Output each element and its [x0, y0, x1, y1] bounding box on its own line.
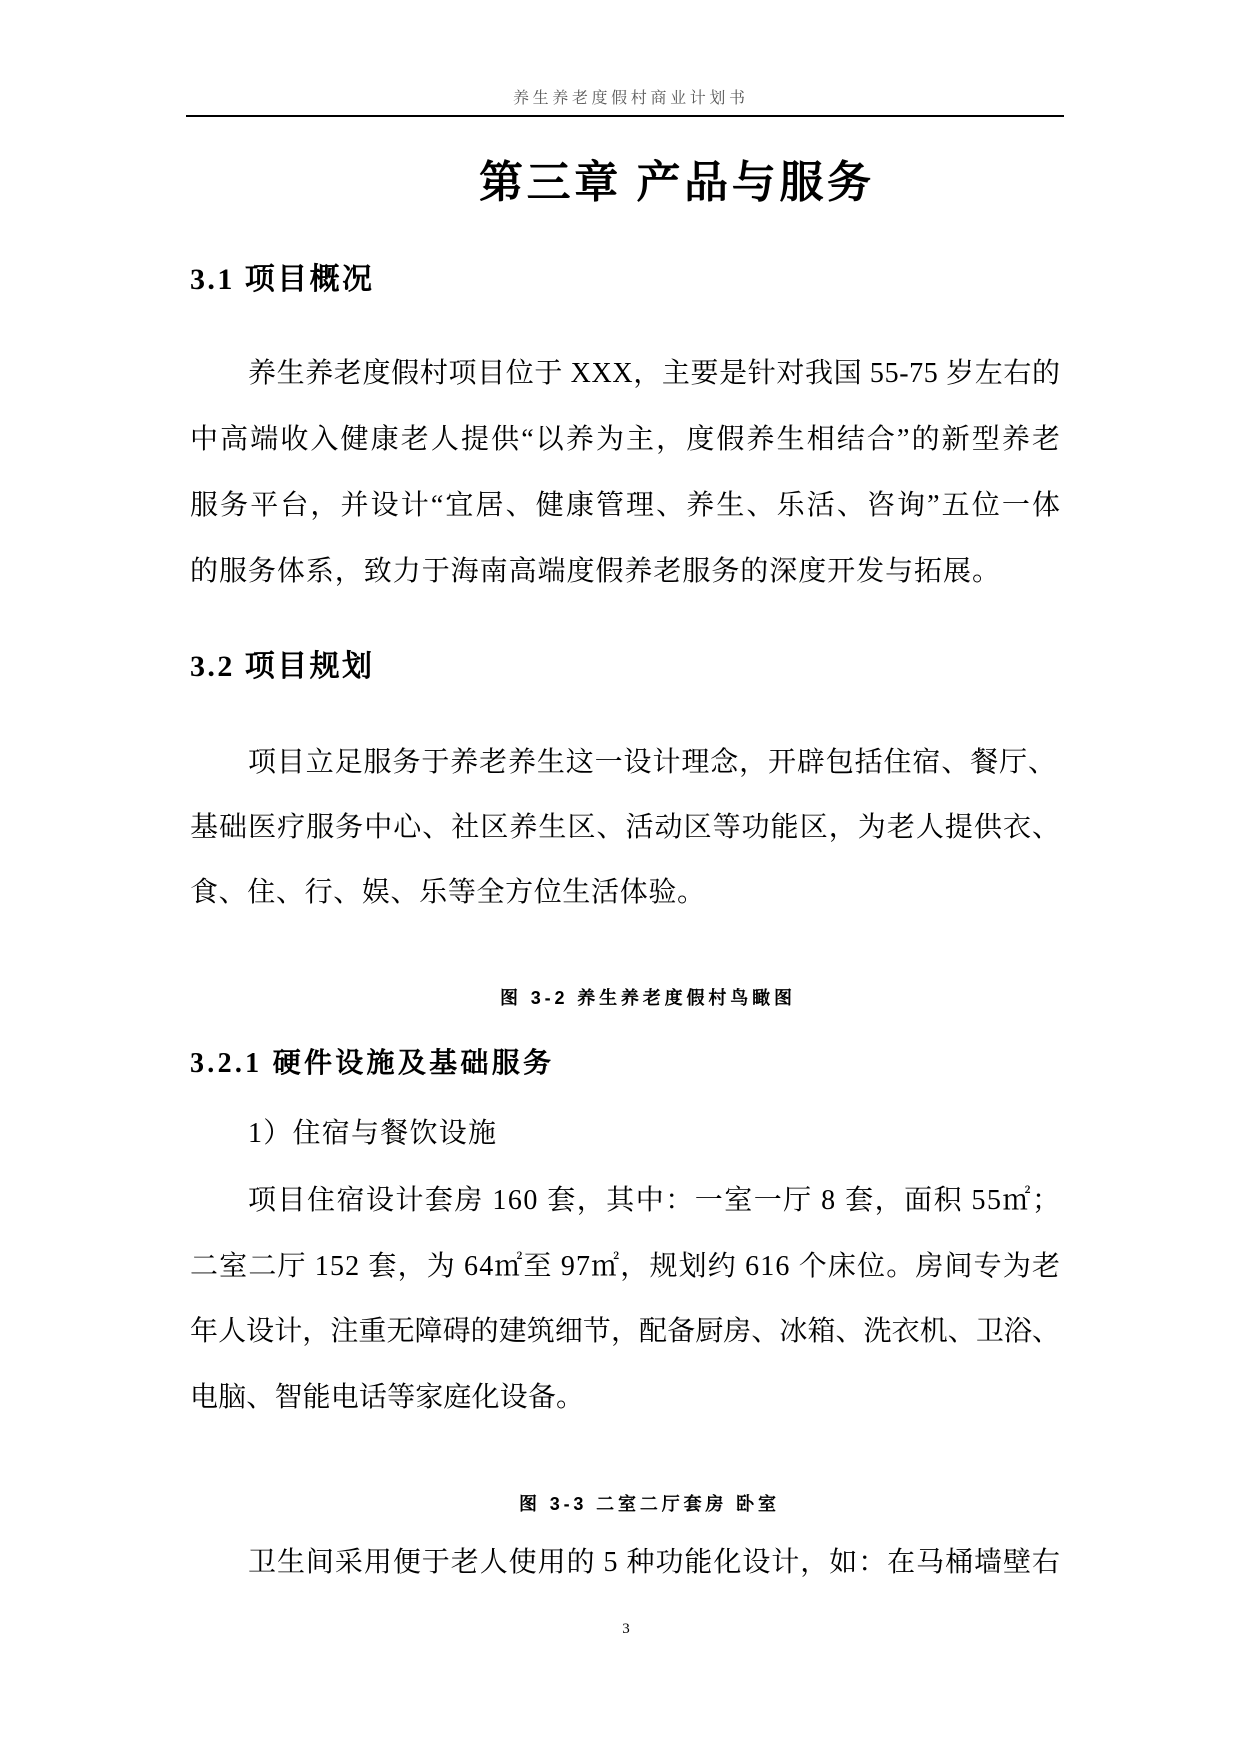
- figure-caption: 图 3-3 二室二厅套房 卧室: [519, 1494, 780, 1514]
- paragraph-line: 养生养老度假村项目位于 XXX，主要是针对我国 55-75 岁左右的: [248, 358, 1061, 389]
- paragraph-line: 的服务体系，致力于海南高端度假养老服务的深度开发与拓展。: [190, 556, 1001, 587]
- page-number: 3: [622, 1621, 630, 1637]
- paragraph-line: 基础医疗服务中心、社区养生区、活动区等功能区，为老人提供衣、: [190, 812, 1062, 843]
- header-rule: [186, 115, 1064, 117]
- paragraph-line: 项目住宿设计套房 160 套，其中：一室一厅 8 套，面积 55㎡；: [248, 1185, 1062, 1216]
- section-heading: 3.2 项目规划: [190, 650, 375, 683]
- paragraph-line: 食、住、行、娱、乐等全方位生活体验。: [190, 877, 706, 908]
- figure-caption: 图 3-2 养生养老度假村鸟瞰图: [500, 988, 796, 1008]
- list-item-heading: 1）住宿与餐饮设施: [248, 1118, 498, 1149]
- paragraph-line: 年人设计，注重无障碍的建筑细节，配备厨房、冰箱、洗衣机、卫浴、: [190, 1316, 1061, 1347]
- paragraph-line: 项目立足服务于养老养生这一设计理念，开辟包括住宿、餐厅、: [248, 747, 1057, 778]
- paragraph-line: 电脑、智能电话等家庭化设备。: [190, 1382, 585, 1413]
- paragraph-line: 二室二厅 152 套，为 64㎡至 97㎡，规划约 616 个床位。房间专为老: [190, 1251, 1062, 1282]
- paragraph-line: 卫生间采用便于老人使用的 5 种功能化设计，如：在马桶墙壁右: [248, 1547, 1061, 1578]
- subsection-heading: 3.2.1 硬件设施及基础服务: [190, 1048, 555, 1079]
- paragraph-line: 中高端收入健康老人提供“以养为主，度假养生相结合”的新型养老: [190, 424, 1063, 455]
- running-header: 养生养老度假村商业计划书: [513, 90, 749, 107]
- section-heading: 3.1 项目概况: [190, 263, 375, 296]
- chapter-title: 第三章 产品与服务: [479, 158, 875, 207]
- paragraph-line: 服务平台，并设计“宜居、健康管理、养生、乐活、咨询”五位一体: [190, 490, 1063, 521]
